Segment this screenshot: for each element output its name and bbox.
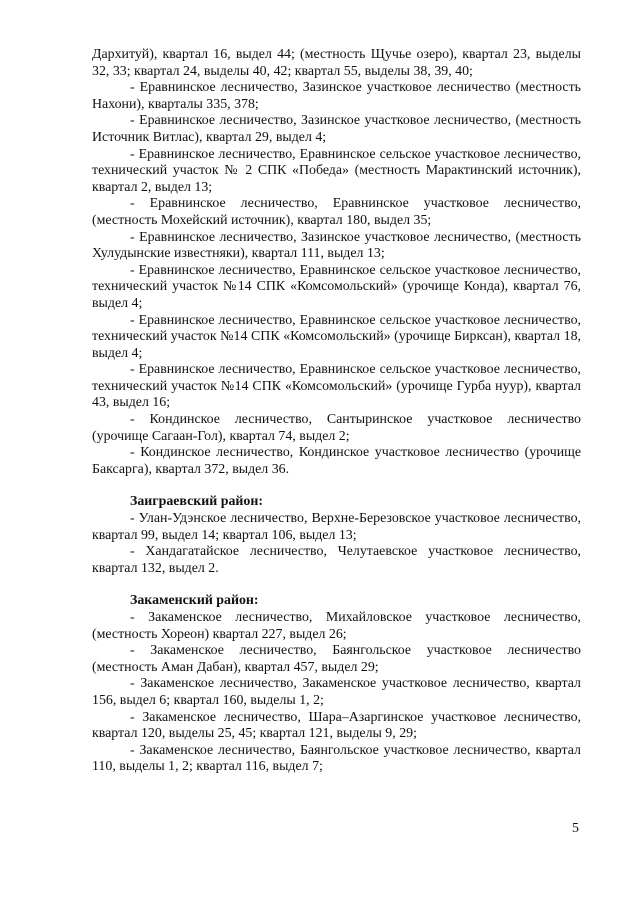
list-item: - Еравнинское лесничество, Зазинское участковое лесничество (местность Нахони), кварталы 335, 378; (92, 80, 581, 112)
section-heading-zaigraevsky: Заиграевский район: (130, 494, 263, 510)
list-item: - Кондинское лесничество, Сантыринское участковое лесничество (урочище Сагаан-Гол), квартал 74, выдел 2; (92, 412, 581, 444)
list-item: - Закаменское лесничество, Шара–Азаргинское участковое лесничество, квартал 120, выделы 25, 45; квартал 121, выделы 9, 29; (92, 709, 581, 742)
document-page (92, 47, 581, 776)
list-item: - Еравнинское лесничество, Еравнинское сельское участковое лесничество, технический участок №14 СПК «Комсомольский» (урочище Гурба нуур), квартал 43, выдел 16; (92, 362, 581, 411)
list-item: - Кондинское лесничество, Кондинское участковое лесничество (урочище Баксарга), квартал 372, выдел 36. (92, 445, 581, 477)
list-item: - Еравнинское лесничество, Еравнинское сельское участковое лесничество, технический участок №14 СПК «Комсомольский» (урочище Конда), квартал 76, выдел 4; (92, 262, 581, 311)
section-heading-zakamensky: Закаменский район: (130, 593, 259, 609)
list-item: - Еравнинское лесничество, Зазинское участковое лесничество, (местность Хулудынские известняки), квартал 111, выдел 13; (92, 229, 581, 262)
page-number: 5 (572, 821, 579, 836)
list-item: - Еравнинское лесничество, Еравнинское участковое лесничество, (местность Мохейский источник), квартал 180, выдел 35; (92, 196, 581, 228)
list-item: - Закаменское лесничество, Баянгольское участковое лесничество, квартал 110, выделы 1, 2; квартал 116, выдел 7; (92, 742, 581, 775)
list-item: - Еравнинское лесничество, Зазинское участковое лесничество, (местность Источник Витлас), квартал 29, выдел 4; (92, 113, 581, 145)
list-item: - Закаменское лесничество, Михайловское участковое лесничество, (местность Хореон) квартал 227, выдел 26; (92, 610, 581, 642)
list-item: - Еравнинское лесничество, Еравнинское сельское участковое лесничество, технический участок №14 СПК «Комсомольский» (урочище Бирксан), квартал 18, выдел 4; (92, 312, 581, 361)
section-spacer (92, 478, 581, 494)
list-item: - Еравнинское лесничество, Еравнинское сельское участковое лесничество, технический участок № 2 СПК «Победа» (местность Марактинский источник), квартал 2, выдел 13; (92, 146, 581, 195)
list-item: - Улан-Удэнское лесничество, Верхне-Березовское участковое лесничество, квартал 99, выдел 14; квартал 106, выдел 13; (92, 511, 581, 543)
section-spacer (92, 577, 581, 593)
list-item: - Закаменское лесничество, Закаменское участковое лесничество, квартал 156, выдел 6; квартал 160, выделы 1, 2; (92, 676, 581, 708)
intro-paragraph: Дархитуй), квартал 16, выдел 44; (местность Щучье озеро), квартал 23, выделы 32, 33; квартал 24, выделы 40, 42; квартал 55, выделы 38, 39, 40; (92, 47, 581, 79)
list-item: - Хандагатайское лесничество, Челутаевское участковое лесничество, квартал 132, выдел 2. (92, 544, 581, 576)
list-item: - Закаменское лесничество, Баянгольское участковое лесничество (местность Аман Дабан), квартал 457, выдел 29; (92, 643, 581, 675)
